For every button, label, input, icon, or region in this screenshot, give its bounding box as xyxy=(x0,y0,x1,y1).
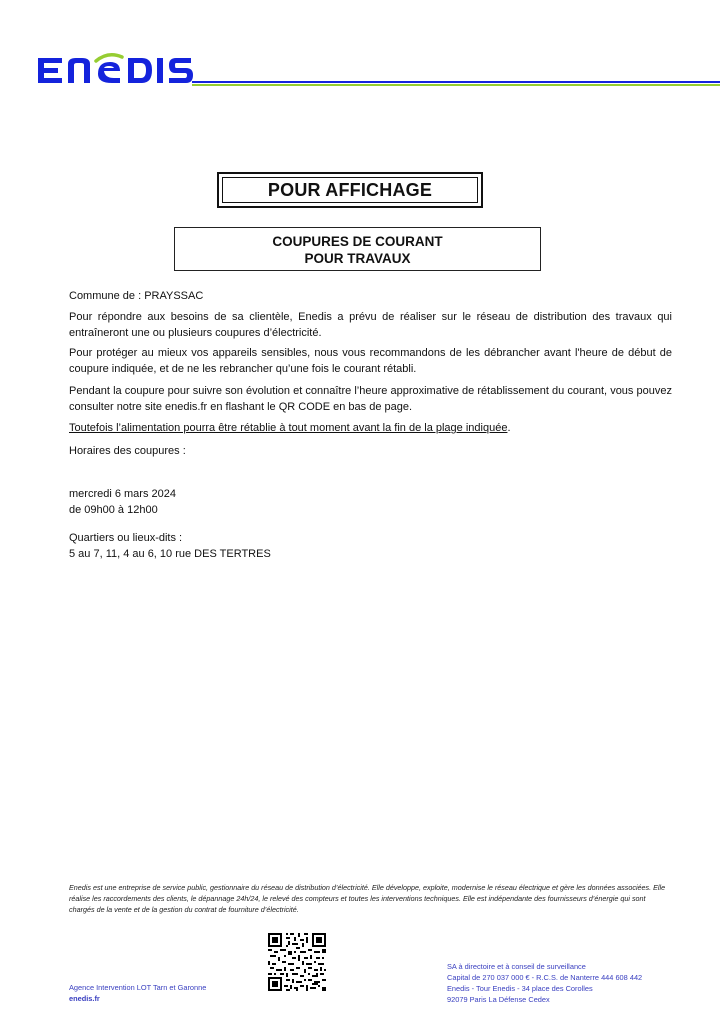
paragraph-3: Pendant la coupure pour suivre son évolution et connaître l’heure approximative de rétablissement du courant, vous pouvez consulter notre site enedis.fr en flashant le QR CODE en bas de page. xyxy=(69,385,672,413)
pour-affichage-box xyxy=(217,172,483,208)
outage-time: de 09h00 à 12h00 xyxy=(69,504,158,516)
subtitle-line-2: POUR TRAVAUX xyxy=(304,251,411,266)
enedis-logo-icon xyxy=(36,52,196,88)
footer-legal xyxy=(447,961,642,1005)
footer-disclaimer: Enedis est une entreprise de service public, gestionnaire du réseau de distribution d’électricité. Elle développe, exploite, modernise le réseau électrique et gère les données associées. Elle réalise les raccordements des clients, le dépannage 24h/24, le relevé des compteurs et toutes les interventions techniques. Elle est indépendante des fournisseurs d’énergie qui sont chargés de la vente et de la gestion du contrat de fourniture d’électricité. xyxy=(69,883,666,914)
subtitle-line-1: COUPURES DE COURANT xyxy=(272,234,443,249)
warning-underlined: Toutefois l’alimentation pourra être rétablie à tout moment avant la fin de la plage indiquée xyxy=(69,422,508,434)
commune: Commune de : PRAYSSAC xyxy=(69,290,204,302)
agency-name: Agence Intervention LOT Tarn et Garonne xyxy=(69,983,207,992)
quartiers-label: Quartiers ou lieux-dits : xyxy=(69,532,183,544)
horaires-label: Horaires des coupures : xyxy=(69,445,186,457)
paragraph-1: Pour répondre aux besoins de sa clientèle, Enedis a prévu de réaliser sur le réseau de distribution des travaux qui entraîneront une ou plusieurs coupures d’électricité. xyxy=(69,311,672,339)
qr-code-icon[interactable] xyxy=(268,933,326,991)
warning-text: Toutefois l’alimentation pourra être rétablie à tout moment avant la fin de la plage indiquée. xyxy=(69,422,511,434)
page-title: POUR AFFICHAGE xyxy=(267,179,433,200)
legal-line-4: 92079 Paris La Défense Cedex xyxy=(447,995,550,1004)
coupures-box xyxy=(174,227,541,271)
enedis-logo xyxy=(36,52,196,88)
legal-line-3: Enedis - Tour Enedis - 34 place des Corolles xyxy=(447,984,593,993)
header-divider xyxy=(192,81,720,86)
legal-line-1: SA à directoire et à conseil de surveillance xyxy=(447,962,586,971)
footer-left xyxy=(69,982,206,1004)
quartiers-list: 5 au 7, 11, 4 au 6, 10 rue DES TERTRES xyxy=(69,548,271,560)
legal-line-2: Capital de 270 037 000 € - R.C.S. de Nanterre 444 608 442 xyxy=(447,973,643,982)
outage-date: mercredi 6 mars 2024 xyxy=(69,488,176,500)
paragraph-2: Pour protéger au mieux vos appareils sensibles, nous vous recommandons de les débrancher avant l'heure de début de coupure indiquée, et de ne les rebrancher qu’une fois le courant rétabli. xyxy=(69,347,672,375)
website-link[interactable]: enedis.fr xyxy=(69,994,100,1003)
